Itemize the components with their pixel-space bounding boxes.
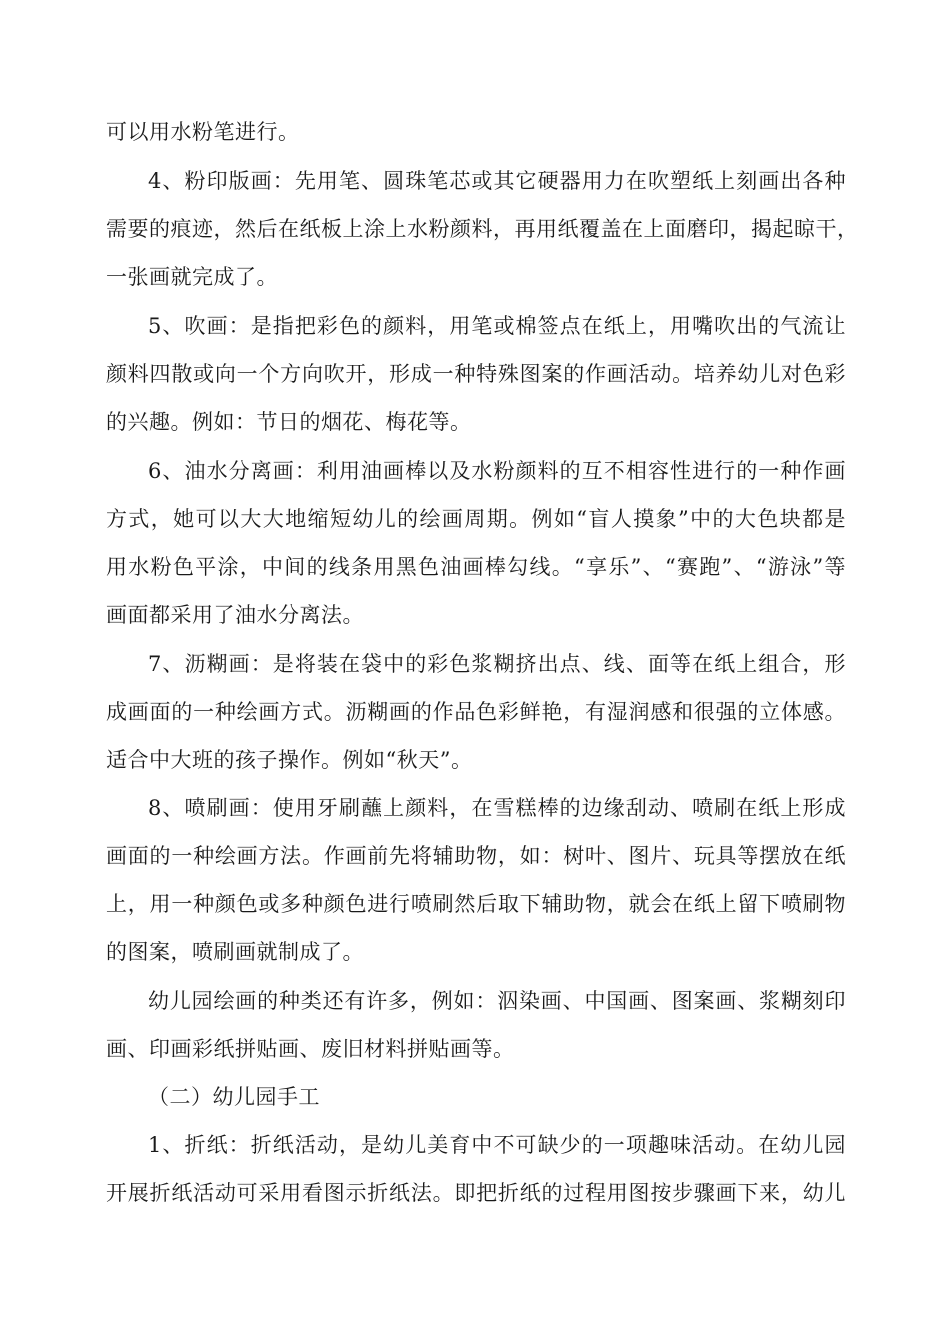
section-heading: （二）幼儿园手工: [148, 1085, 320, 1109]
text-line: 7、沥糊画：是将装在袋中的彩色浆糊挤出点、线、面等在纸上组合，形: [148, 652, 846, 676]
text-line: 5、吹画：是指把彩色的颜料，用笔或棉签点在纸上，用嘴吹出的气流让: [148, 314, 846, 338]
text-line: 可以用水粉笔进行。: [106, 120, 300, 144]
text-line: 颜料四散或向一个方向吹开，形成一种特殊图案的作画活动。培养幼儿对色彩: [106, 362, 846, 386]
text-line: 需要的痕迹，然后在纸板上涂上水粉颜料，再用纸覆盖在上面磨印，揭起晾干，: [106, 217, 859, 241]
text-line: 用水粉色平涂，中间的线条用黑色油画棒勾线。“享乐”、“赛跑”、“游泳”等: [106, 555, 846, 579]
text-line: 成画面的一种绘画方式。沥糊画的作品色彩鲜艳，有湿润感和很强的立体感。: [106, 700, 846, 724]
text-line: 1、折纸：折纸活动，是幼儿美育中不可缺少的一项趣味活动。在幼儿园: [148, 1133, 846, 1157]
text-line: 4、粉印版画：先用笔、圆珠笔芯或其它硬器用力在吹塑纸上刻画出各种: [148, 169, 846, 193]
text-line: 画面都采用了油水分离法。: [106, 603, 364, 627]
text-line: 方式，她可以大大地缩短幼儿的绘画周期。例如“盲人摸象”中的大色块都是: [106, 507, 846, 531]
text-line: 的图案，喷刷画就制成了。: [106, 940, 364, 964]
text-line: 画、印画彩纸拼贴画、废旧材料拼贴画等。: [106, 1037, 515, 1061]
text-line: 幼儿园绘画的种类还有许多，例如：泅染画、中国画、图案画、浆糊刻印: [148, 989, 846, 1013]
text-line: 8、喷刷画：使用牙刷蘸上颜料，在雪糕棒的边缘刮动、喷刷在纸上形成: [148, 796, 846, 820]
text-line: 开展折纸活动可采用看图示折纸法。即把折纸的过程用图按步骤画下来，幼儿: [106, 1181, 846, 1205]
text-line: 一张画就完成了。: [106, 265, 278, 289]
text-line: 6、油水分离画：利用油画棒以及水粉颜料的互不相容性进行的一种作画: [148, 459, 846, 483]
text-line: 的兴趣。例如：节日的烟花、梅花等。: [106, 410, 472, 434]
text-line: 适合中大班的孩子操作。例如“秋天”。: [106, 748, 473, 772]
text-line: 上，用一种颜色或多种颜色进行喷刷然后取下辅助物，就会在纸上留下喷刷物: [106, 892, 846, 916]
text-line: 画面的一种绘画方法。作画前先将辅助物，如：树叶、图片、玩具等摆放在纸: [106, 844, 846, 868]
